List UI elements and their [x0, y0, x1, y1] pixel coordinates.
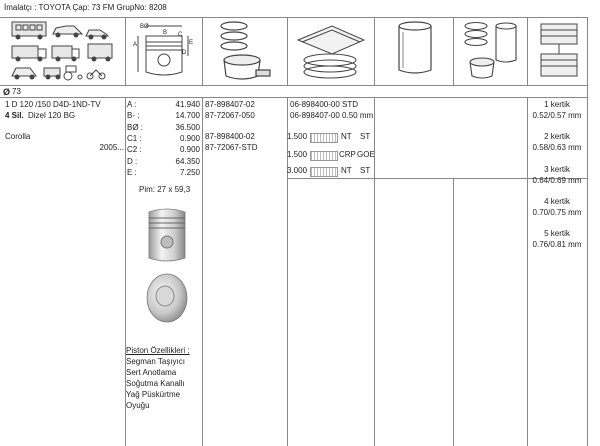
divider	[587, 17, 588, 446]
divider	[453, 17, 454, 85]
divider	[527, 17, 528, 85]
diagram-label-c: C	[178, 32, 183, 38]
ring-finish: ST	[360, 132, 371, 141]
model-year: 2005...	[99, 143, 124, 152]
feature-item: Segman Taşıyıcı	[126, 357, 185, 366]
ring-profile-icon	[310, 133, 338, 143]
piston-side-image	[145, 206, 189, 264]
divider	[287, 17, 288, 85]
divider	[0, 17, 588, 18]
kertik-title: 4 kertik	[544, 196, 570, 206]
kertik-title: 3 kertik	[544, 164, 570, 174]
ring-thickness: 1.500	[287, 150, 308, 159]
diagram-label-bo: BØ	[140, 24, 149, 30]
diagram-label-e: E	[189, 40, 194, 46]
piston-part-number: 87-72067-050	[205, 111, 255, 120]
ring-part-number: 06-898400-00 STD	[290, 100, 359, 109]
vehicles-icon	[8, 20, 120, 82]
dimension-value: 7.250	[179, 167, 200, 177]
diameter-value: 73	[12, 87, 21, 96]
dimension-label: E :	[127, 167, 137, 177]
pin-size: Pim: 27 x 59,3	[139, 185, 191, 194]
kertik-range: 0.58/0.63 mm	[532, 143, 582, 153]
dimension-label: A :	[127, 100, 137, 109]
divider	[453, 178, 454, 446]
kertik-title: 5 kertik	[544, 229, 570, 239]
diagram-label-b: B	[163, 30, 168, 36]
fuel-power: Dizel 120 BG	[28, 111, 76, 120]
kertik-title: 1 kertik	[544, 100, 570, 109]
ring-part-number: 06-898407-00 0.50 mm	[290, 111, 374, 120]
piston-part-number: 87-898400-02	[205, 132, 255, 141]
feature-item: Sert Anotlama	[126, 368, 177, 377]
divider	[0, 97, 588, 98]
piston-kit-icon	[212, 20, 282, 82]
dimension-value: 14.700	[175, 111, 200, 121]
kertik-title: 2 kertik	[544, 132, 570, 142]
ring-profile-icon	[310, 167, 338, 177]
vehicle-model: Corolla	[5, 132, 31, 141]
header-title: İmalatçı : TOYOTA Çap: 73 FM GrupNo: 8208	[4, 3, 167, 12]
divider	[374, 17, 375, 85]
kertik-range: 0.52/0.57 mm	[532, 111, 582, 120]
ring-set-icon	[292, 22, 370, 80]
divider	[202, 17, 203, 85]
ring-thickness: 3.000	[287, 166, 308, 175]
kertik-range: 0.76/0.81 mm	[532, 240, 582, 250]
feature-item: Oyuğu	[126, 401, 150, 410]
dimension-label: B- :	[127, 111, 140, 121]
kertik-range: 0.70/0.75 mm	[532, 207, 582, 217]
dimension-value: 64.350	[175, 156, 200, 166]
dimension-value: 41.940	[175, 100, 200, 109]
divider	[125, 17, 126, 85]
engine-code: 1 D 120 /150 D4D-1ND-TV	[5, 100, 101, 109]
piston-liner-kit-icon	[460, 20, 522, 82]
piston-part-number: 87-898407-02	[205, 100, 255, 109]
diameter-symbol: Ø	[3, 87, 11, 97]
diagram-label-d: D	[182, 50, 187, 56]
cylinder-liner-icon	[395, 20, 435, 82]
ring-type: CRP	[339, 150, 356, 159]
dimension-label: D :	[127, 156, 138, 166]
feature-item: Soğutma Kanallı	[126, 379, 185, 388]
piston-top-image	[145, 272, 189, 324]
feature-item: Yağ Püskürtme	[126, 390, 181, 399]
cylinder-count: 4 Sil.	[5, 111, 24, 120]
dimension-value: 0.900	[179, 133, 200, 143]
ring-type: NT	[341, 166, 352, 175]
ring-finish: GOE	[357, 150, 375, 159]
kertik-range: 0.64/0.69 mm	[532, 175, 582, 185]
diagram-label-a: A	[133, 42, 138, 48]
piston-section-icon	[537, 20, 581, 82]
ring-profile-icon	[310, 151, 338, 161]
dimension-value: 0.900	[179, 145, 200, 155]
dimension-value: 36.500	[175, 122, 200, 132]
features-title: Piston Özellikleri :	[126, 346, 190, 355]
divider	[0, 85, 588, 86]
dimension-label: BØ :	[127, 122, 144, 132]
ring-type: NT	[341, 132, 352, 141]
ring-finish: ST	[360, 166, 371, 175]
dimension-label: C1 :	[127, 133, 142, 143]
divider	[202, 97, 203, 446]
piston-part-number: 87-72067-STD	[205, 143, 258, 152]
dimension-label: C2 :	[127, 145, 142, 155]
ring-thickness: 1.500	[287, 132, 308, 141]
